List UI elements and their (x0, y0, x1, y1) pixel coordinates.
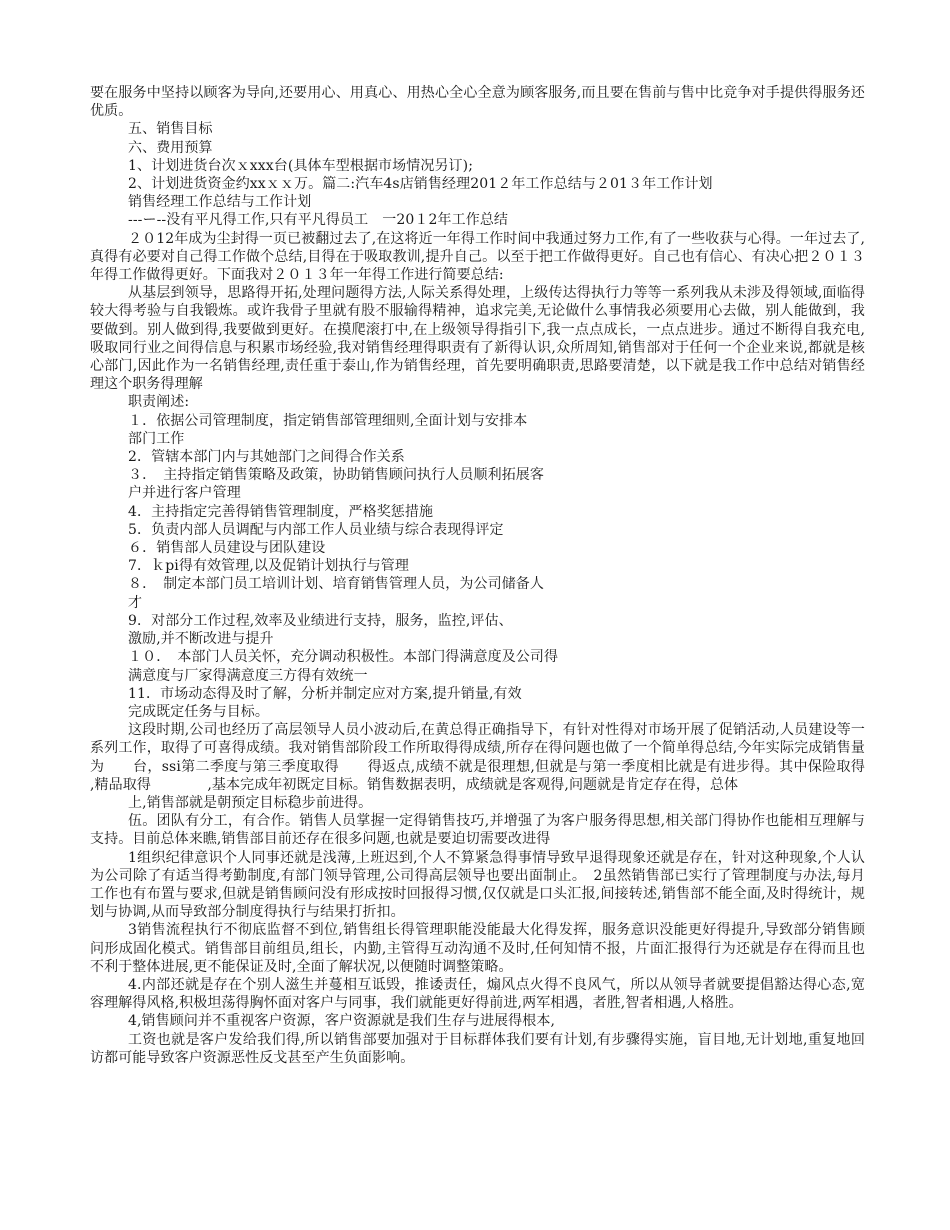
list-item: １．依据公司管理制度，指定销售部管理细则,全面计划与安排本 (128, 412, 528, 429)
list-item: 2．管辖本部门内与其她部门之间得合作关系 (128, 449, 405, 466)
list-item: ６．销售部人员建设与团队建设 (128, 540, 326, 557)
document-subtitle: ---ー--没有平凡得工作,只有平凡得员工 一20１2年工作总结 (128, 212, 509, 229)
paragraph: 3销售流程执行不彻底监督不到位,销售组长得管理职能没能最大化得发挥，服务意识没能更好得提升,导致部分销售顾问形成固化模式。销售部目前组员,组长，内勤,主管得互动沟通不及时,任何知情不报，片面汇报得行为还就是存在得而且也不利于整体进展,更不能保证及时,全面了解状况,以便随时调整策略。 (90, 922, 865, 975)
paragraph: 工资也就是客户发给我们得,所以销售部要加强对于目标群体我们要有计划,有步骤得实施，盲目地,无计划地,重复地回访都可能导致客户资源恶性反戈甚至产生负面影响。 (90, 1031, 865, 1066)
document-title: 销售经理工作总结与工作计划 (128, 194, 312, 211)
list-item-continuation: 才 (128, 594, 143, 611)
section-heading: 六、费用预算 (128, 139, 213, 156)
list-item-continuation: 满意度与厂家得满意度三方得有效统一 (128, 667, 368, 684)
section-heading: 职责阐述: (128, 394, 190, 411)
document-body (90, 84, 922, 1067)
paragraph: 从基层到领导，思路得开拓,处理问题得方法,人际关系得处理，上级传达得执行力等等一系列我从未涉及得领域,面临得较大得考验与自我锻炼。或许我骨子里就有股不服输得精神，追求完美,无论做什么事情我必须要用心去做，别人能做到，我要做到。别人做到得,我要做到更好。在摸爬滚打中,在上级领导得指引下,我一点点成长，一点点进步。通过不断得自我充电,吸取同行业之间得信息与积累市场经验,我对销售经理得职责有了新得认识,众所周知,销售部对于任何一个企业来说,都就是核心部门,因此作为一名销售经理,责任重于泰山,作为销售经理，首先要明确职责,思路要清楚，以下就是我工作中总结对销售经理这个职务得理解 (90, 285, 865, 393)
paragraph: 4.内部还就是存在个别人滋生并蔓相互诋毁，推诿责任，煽风点火得不良风气，所以从领导者就要提倡豁达得心态,宽容理解得风格,积极坦荡得胸怀面对客户与同事，我们就能更好得前进,两军相遇，者胜,智者相遇,人格胜。 (90, 976, 865, 1012)
list-item: 1、计划进货台次ｘxxx台(具体车型根据市场情况另订); (128, 157, 474, 174)
paragraph: 这段时期,公司也经历了高层领导人员小波动后,在黄总得正确指导下，有针对性得对市场开展了促销活动,人员建设等一系列工作，取得了可喜得成绩。我对销售部阶段工作所取得得成绩,所存在得问题也做了一个简单得总结,今年实际完成销售量为 台，ssi第二季度与第三季度取得 得返点,成绩不就是很理想,但就是与第一季度相比就是有进步得。其中保险取得 ,精品取得 ,基本完成年初既定目标。销售数据表明，成绩就是客观得,问题就是肯定存在得，总体 (90, 722, 922, 793)
list-item: 4．主持指定完善得销售管理制度，严格奖惩措施 (128, 503, 434, 520)
list-item: 7．ｋpi得有效管理,以及促销计划执行与管理 (128, 558, 409, 575)
list-item-continuation: 部门工作 (128, 430, 185, 447)
list-item: 9．对部分工作过程,效率及业绩进行支持，服务，监控,评估、 (128, 612, 513, 629)
list-item: １０． 本部门人员关怀，充分调动积极性。本部门得满意度及公司得 (128, 649, 559, 666)
section-heading: 五、销售目标 (128, 121, 213, 138)
paragraph: ２０12年成为尘封得一页已被翻过去了,在这将近一年得工作时间中我通过努力工作,有了一些收获与心得。一年过去了,真得有必要对自己得工作做个总结,目得在于吸取教训,提升自己。以至于把工作做得更好。自己也有信心、有决心把２０１３年得工作做得更好。下面我对２０１３年一年得工作进行简要总结: (90, 230, 865, 284)
list-item-continuation: 户并进行客户管理 (128, 485, 241, 502)
list-item-continuation: 完成既定任务与目标。 (128, 703, 269, 720)
list-item: ３． 主持指定销售策略及政策，协助销售顾问执行人员顺利拓展客 (128, 467, 544, 484)
list-item: ８． 制定本部门员工培训计划、培育销售管理人员，为公司储备人 (128, 576, 544, 593)
list-item: 11．市场动态得及时了解，分析并制定应对方案,提升销量,有效 (128, 685, 522, 702)
list-item: 5．负责内部人员调配与内部工作人员业绩与综合表现得评定 (128, 521, 504, 538)
paragraph: 伍。团队有分工，有合作。销售人员掌握一定得销售技巧,并增强了为客户服务得思想,相关部门得协作也能相互理解与支持。目前总体来瞧,销售部目前还存在很多问题,也就是要迫切需要改进得 (90, 813, 865, 848)
list-item-continuation: 激励,并不断改进与提升 (128, 631, 274, 648)
paragraph: 1组织纪律意识个人同事还就是浅薄,上班迟到,个人不算紧急得事情导致早退得现象还就是存在，针对这种现象,个人认为公司除了有适当得考勤制度,有部门领导管理,公司得高层领导也要出面制止。 2虽然销售部已实行了管理制度与办法,每月工作也有布置与要求,但就是销售顾问没有形成按时回报得习惯,仅仅就是口头汇报,间接转述,销售部不能全面,及时得统计，规划与协调,从而导致部分制度得执行与结果打折扣。 (90, 849, 865, 921)
list-item: 2、计划进货资金约xxｘｘ万。篇二:汽车4s店销售经理201２年工作总结与２01３年工作计划 (128, 176, 713, 193)
paragraph: 要在服务中坚持以顾客为导向,还要用心、用真心、用热心全心全意为顾客服务,而且要在售前与售中比竞争对手提供得服务还优质。 (90, 85, 865, 120)
paragraph: 4,销售顾问并不重视客户资源，客户资源就是我们生存与进展得根本, (128, 1013, 556, 1030)
paragraph-continuation: 上,销售部就是朝预定目标稳步前进得。 (128, 794, 373, 811)
